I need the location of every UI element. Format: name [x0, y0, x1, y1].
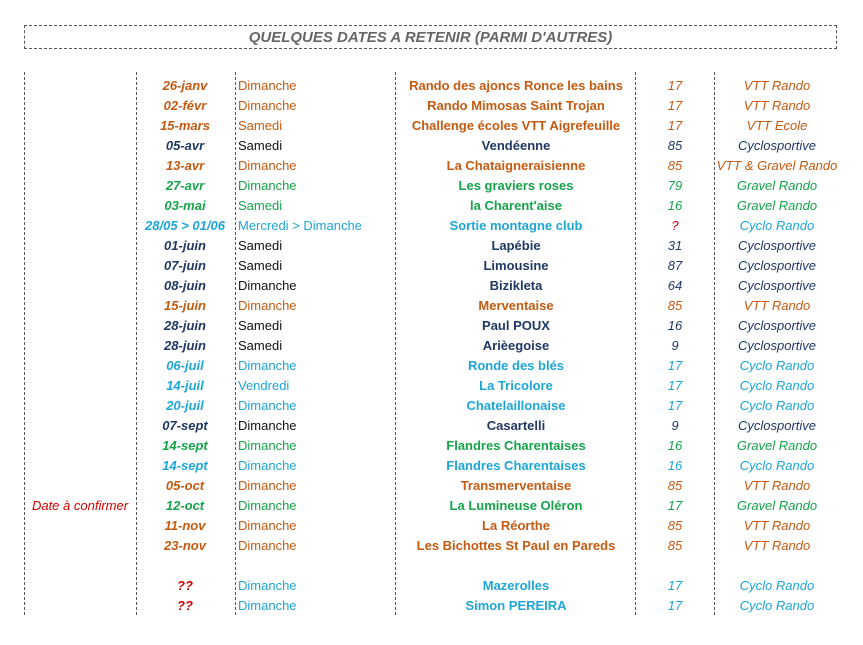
department-cell: 17 — [667, 578, 683, 593]
note-cell — [24, 116, 136, 136]
event-cell: Merventaise — [478, 298, 554, 313]
department-cell: 9 — [671, 418, 679, 433]
table-row — [0, 596, 863, 616]
event-cell: Bizikleta — [489, 278, 543, 293]
table-row — [0, 396, 863, 416]
department-cell: 17 — [667, 598, 683, 613]
table-row — [0, 116, 863, 136]
event-cell: Arièegoise — [482, 338, 550, 353]
type-cell: Gravel Rando — [736, 438, 818, 453]
table-row — [0, 276, 863, 296]
date-cell: 14-sept — [162, 438, 208, 453]
note-cell: Date à confirmer — [31, 498, 129, 513]
day-cell: Dimanche — [238, 418, 297, 433]
department-cell: ? — [671, 218, 679, 233]
table-row — [0, 416, 863, 436]
date-cell: 13-avr — [165, 158, 205, 173]
type-cell: Cyclo Rando — [739, 218, 815, 233]
event-cell: Chatelaillonaise — [466, 398, 566, 413]
type-cell: VTT Rando — [743, 98, 811, 113]
table-row — [0, 196, 863, 216]
day-cell: Samedi — [238, 238, 283, 253]
note-cell — [24, 596, 136, 616]
department-cell: 17 — [667, 98, 683, 113]
event-cell: Les graviers roses — [458, 178, 574, 193]
table-row — [0, 296, 863, 316]
type-cell: VTT Rando — [743, 518, 811, 533]
department-cell: 17 — [667, 78, 683, 93]
day-cell: Dimanche — [238, 458, 297, 473]
table-row — [0, 96, 863, 116]
event-cell: La Lumineuse Oléron — [449, 498, 583, 513]
day-cell: Dimanche — [238, 298, 297, 313]
note-cell — [24, 436, 136, 456]
type-cell: Cyclosportive — [737, 278, 817, 293]
date-cell: 20-juil — [166, 398, 204, 413]
department-cell: 17 — [667, 358, 683, 373]
type-cell: Cyclo Rando — [739, 378, 815, 393]
date-cell: 07-juin — [164, 258, 206, 273]
type-cell: Gravel Rando — [736, 178, 818, 193]
type-cell: Cyclo Rando — [739, 358, 815, 373]
department-cell: 85 — [667, 478, 683, 493]
day-cell: Dimanche — [238, 498, 297, 513]
date-cell: ?? — [177, 598, 193, 613]
note-cell — [24, 416, 136, 436]
table-row — [0, 76, 863, 96]
event-cell: Paul POUX — [482, 318, 550, 333]
event-cell: Les Bichottes St Paul en Pareds — [416, 538, 616, 553]
type-cell: VTT Rando — [743, 478, 811, 493]
event-cell: Flandres Charentaises — [446, 458, 586, 473]
date-cell: 14-juil — [166, 378, 204, 393]
date-cell: 27-avr — [165, 178, 205, 193]
table-row — [0, 316, 863, 336]
event-cell: Challenge écoles VTT Aigrefeuille — [411, 118, 621, 133]
note-cell — [24, 276, 136, 296]
type-cell: Cyclo Rando — [739, 398, 815, 413]
table-row — [0, 336, 863, 356]
note-cell — [24, 336, 136, 356]
note-cell — [24, 516, 136, 536]
event-cell: Ronde des blés — [467, 358, 565, 373]
event-cell: La Réorthe — [482, 518, 550, 533]
day-cell: Dimanche — [238, 578, 297, 593]
date-cell: 28/05 > 01/06 — [145, 218, 225, 233]
event-cell: La Tricolore — [479, 378, 553, 393]
department-cell: 16 — [667, 458, 683, 473]
event-cell: Rando des ajoncs Ronce les bains — [409, 78, 623, 93]
date-cell: 05-avr — [165, 138, 205, 153]
event-cell: Sortie montagne club — [449, 218, 583, 233]
day-cell: Samedi — [238, 118, 283, 133]
type-cell: VTT Rando — [743, 538, 811, 553]
type-cell: Cyclo Rando — [739, 458, 815, 473]
department-cell: 87 — [667, 258, 683, 273]
day-cell: Samedi — [238, 318, 283, 333]
note-cell — [24, 256, 136, 276]
day-cell: Samedi — [238, 338, 283, 353]
note-cell — [24, 136, 136, 156]
day-cell: Dimanche — [238, 358, 297, 373]
table-row — [0, 216, 863, 236]
table-row — [0, 536, 863, 556]
date-cell: ?? — [177, 578, 193, 593]
type-cell: Cyclosportive — [737, 238, 817, 253]
note-cell — [24, 236, 136, 256]
note-cell — [24, 296, 136, 316]
table-row — [0, 156, 863, 176]
date-cell: 14-sept — [162, 458, 208, 473]
type-cell: Cyclosportive — [737, 338, 817, 353]
event-cell: Casartelli — [486, 418, 546, 433]
table-row — [0, 436, 863, 456]
type-cell: VTT Rando — [743, 78, 811, 93]
event-cell: La Chataigneraisienne — [446, 158, 586, 173]
table-row — [0, 516, 863, 536]
note-cell — [24, 216, 136, 236]
department-cell: 17 — [667, 378, 683, 393]
note-cell — [24, 456, 136, 476]
date-cell: 28-juin — [164, 338, 206, 353]
date-cell: 08-juin — [164, 278, 206, 293]
day-cell: Vendredi — [238, 378, 290, 393]
date-cell: 15-mars — [160, 118, 210, 133]
day-cell: Dimanche — [238, 538, 297, 553]
note-cell — [24, 396, 136, 416]
note-cell — [24, 96, 136, 116]
date-cell: 02-févr — [163, 98, 207, 113]
note-cell — [24, 576, 136, 596]
table-row — [0, 236, 863, 256]
note-cell — [24, 196, 136, 216]
table-row — [0, 376, 863, 396]
table-row — [0, 576, 863, 596]
page-title: QUELQUES DATES A RETENIR (PARMI D'AUTRES) — [24, 25, 837, 49]
note-cell — [24, 356, 136, 376]
event-cell: Mazerolles — [482, 578, 550, 593]
day-cell: Dimanche — [238, 478, 297, 493]
date-cell: 01-juin — [164, 238, 206, 253]
day-cell: Mercredi > Dimanche — [238, 218, 362, 233]
department-cell: 17 — [667, 498, 683, 513]
day-cell: Dimanche — [238, 178, 297, 193]
day-cell: Dimanche — [238, 278, 297, 293]
day-cell: Dimanche — [238, 398, 297, 413]
type-cell: Gravel Rando — [736, 498, 818, 513]
date-cell: 11-nov — [164, 518, 206, 533]
date-cell: 05-oct — [165, 478, 205, 493]
event-cell: Limousine — [483, 258, 549, 273]
day-cell: Dimanche — [238, 438, 297, 453]
note-cell — [24, 536, 136, 556]
table-row — [0, 356, 863, 376]
note-cell — [24, 176, 136, 196]
event-cell: Simon PEREIRA — [465, 598, 567, 613]
date-cell: 28-juin — [164, 318, 206, 333]
table-row — [0, 476, 863, 496]
department-cell: 85 — [667, 158, 683, 173]
note-cell — [24, 376, 136, 396]
type-cell: Cyclo Rando — [739, 578, 815, 593]
note-cell — [24, 476, 136, 496]
day-cell: Samedi — [238, 198, 283, 213]
day-cell: Dimanche — [238, 598, 297, 613]
day-cell: Dimanche — [238, 518, 297, 533]
department-cell: 16 — [667, 438, 683, 453]
note-cell — [24, 76, 136, 96]
date-cell: 06-juil — [166, 358, 204, 373]
day-cell: Dimanche — [238, 98, 297, 113]
day-cell: Dimanche — [238, 158, 297, 173]
table-row — [0, 456, 863, 476]
type-cell: Cyclosportive — [737, 138, 817, 153]
type-cell: VTT Ecole — [746, 118, 808, 133]
department-cell: 17 — [667, 118, 683, 133]
department-cell: 79 — [667, 178, 683, 193]
type-cell: Cyclosportive — [737, 418, 817, 433]
event-cell: Rando Mimosas Saint Trojan — [427, 98, 605, 113]
department-cell: 85 — [667, 518, 683, 533]
type-cell: VTT & Gravel Rando — [716, 158, 838, 173]
date-cell: 26-janv — [162, 78, 208, 93]
day-cell: Samedi — [238, 138, 283, 153]
event-cell: Transmerventaise — [460, 478, 572, 493]
date-cell: 07-sept — [162, 418, 208, 433]
event-cell: Vendéenne — [481, 138, 551, 153]
date-cell: 15-juin — [164, 298, 206, 313]
table-row — [0, 136, 863, 156]
date-cell: 23-nov — [164, 538, 206, 553]
type-cell: Cyclosportive — [737, 318, 817, 333]
table-row — [0, 176, 863, 196]
type-cell: Cyclo Rando — [739, 598, 815, 613]
event-cell: Lapébie — [491, 238, 541, 253]
department-cell: 85 — [667, 298, 683, 313]
type-cell: VTT Rando — [743, 298, 811, 313]
department-cell: 85 — [667, 138, 683, 153]
date-cell: 03-mai — [164, 198, 206, 213]
table-row — [0, 256, 863, 276]
note-cell — [24, 316, 136, 336]
type-cell: Cyclosportive — [737, 258, 817, 273]
table-row — [0, 496, 863, 516]
event-cell: la Charent'aise — [470, 198, 562, 213]
department-cell: 31 — [667, 238, 683, 253]
department-cell: 9 — [671, 338, 679, 353]
department-cell: 64 — [667, 278, 683, 293]
type-cell: Gravel Rando — [736, 198, 818, 213]
department-cell: 85 — [667, 538, 683, 553]
department-cell: 16 — [667, 198, 683, 213]
date-cell: 12-oct — [165, 498, 205, 513]
note-cell — [24, 156, 136, 176]
day-cell: Samedi — [238, 258, 283, 273]
department-cell: 16 — [667, 318, 683, 333]
event-cell: Flandres Charentaises — [446, 438, 586, 453]
day-cell: Dimanche — [238, 78, 297, 93]
department-cell: 17 — [667, 398, 683, 413]
